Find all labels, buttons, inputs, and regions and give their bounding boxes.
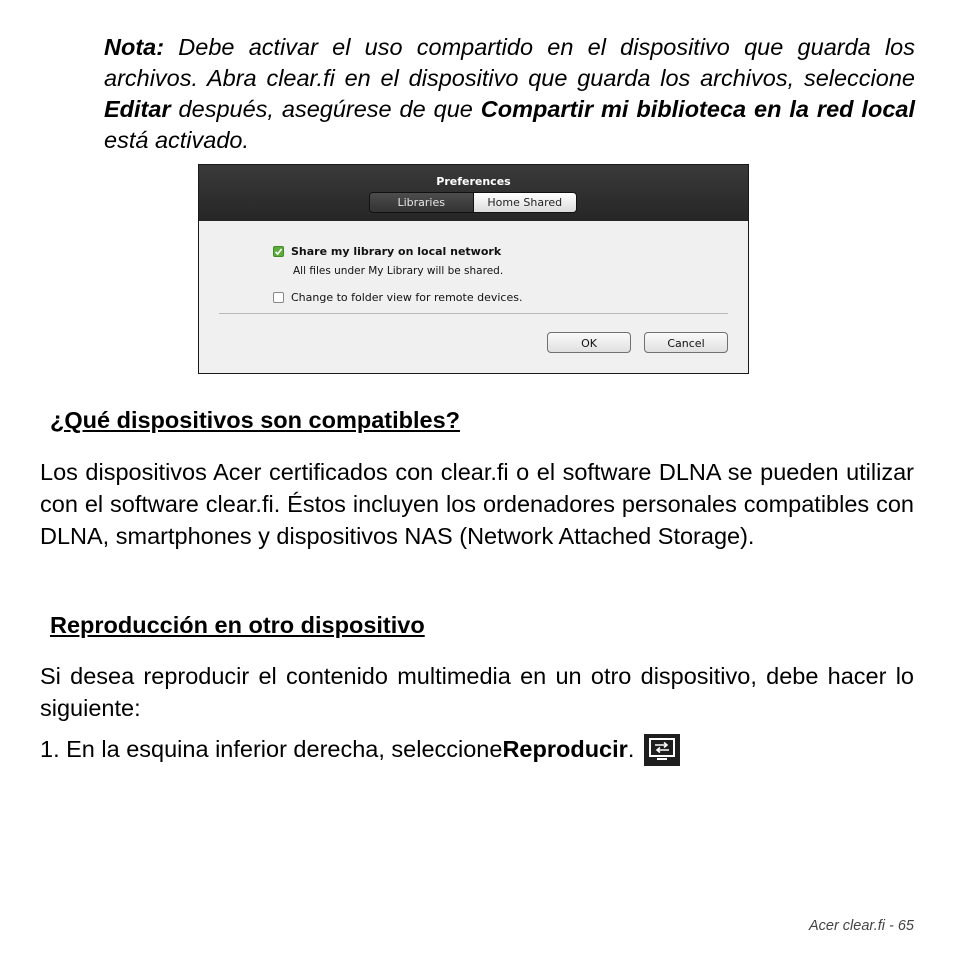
share-library-label: Share my library on local network: [291, 245, 502, 258]
folder-view-label: Change to folder view for remote devices.: [291, 291, 523, 304]
note-text-3: está activado.: [104, 127, 250, 153]
step-1: [40, 733, 680, 765]
folder-view-option[interactable]: [273, 291, 522, 304]
note-paragraph: [104, 32, 915, 156]
compatible-devices-heading: ¿Qué dispositivos son compatibles?: [50, 407, 461, 433]
note-bold-edit: Editar: [104, 96, 171, 122]
page-footer: Acer clear.fi - 65: [808, 918, 914, 934]
share-library-checkbox[interactable]: [273, 246, 284, 257]
step-1-bold: Reproducir: [502, 736, 628, 762]
folder-view-checkbox[interactable]: [273, 292, 284, 303]
checkmark-icon: [274, 247, 283, 256]
play-other-device-heading: Reproducción en otro dispositivo: [50, 612, 425, 638]
preferences-dialog: [198, 164, 749, 374]
dialog-divider: [219, 313, 728, 314]
note-bold-share: Compartir mi biblioteca en la red local: [480, 96, 915, 122]
cancel-button[interactable]: Cancel: [644, 332, 728, 353]
play-to-device-glyph: [644, 734, 680, 766]
dialog-title: Preferences: [436, 175, 511, 188]
ok-button[interactable]: OK: [547, 332, 631, 353]
tab-home-shared[interactable]: Home Shared: [474, 193, 577, 212]
step-1-text: 1. En la esquina inferior derecha, seleccione: [40, 736, 503, 762]
tab-libraries[interactable]: Libraries: [370, 193, 474, 212]
note-text-1: Debe activar el uso compartido en el dispositivo que guarda los archivos. Abra clear.fi en el dispositivo que guarda los archivos, seleccione: [104, 34, 915, 91]
dialog-tabs: [369, 192, 577, 213]
share-library-hint: All files under My Library will be shared.: [293, 265, 504, 277]
share-library-option[interactable]: [273, 245, 501, 258]
play-other-device-text: Si desea reproducir el contenido multimedia en un otro dispositivo, debe hacer lo siguiente:: [40, 663, 914, 721]
note-label: Nota:: [104, 34, 165, 60]
dialog-header: [199, 165, 748, 221]
play-to-device-icon: [644, 734, 680, 766]
note-text-2: después, asegúrese de que: [170, 96, 481, 122]
compatible-devices-text: Los dispositivos Acer certificados con clear.fi o el software DLNA se pueden utilizar con el software clear.fi. Éstos incluyen los ordenadores personales compatibles con DLNA, smartphones y dispositivos NAS (Network Attached Storage).: [40, 459, 914, 549]
step-1-end: .: [627, 736, 635, 762]
